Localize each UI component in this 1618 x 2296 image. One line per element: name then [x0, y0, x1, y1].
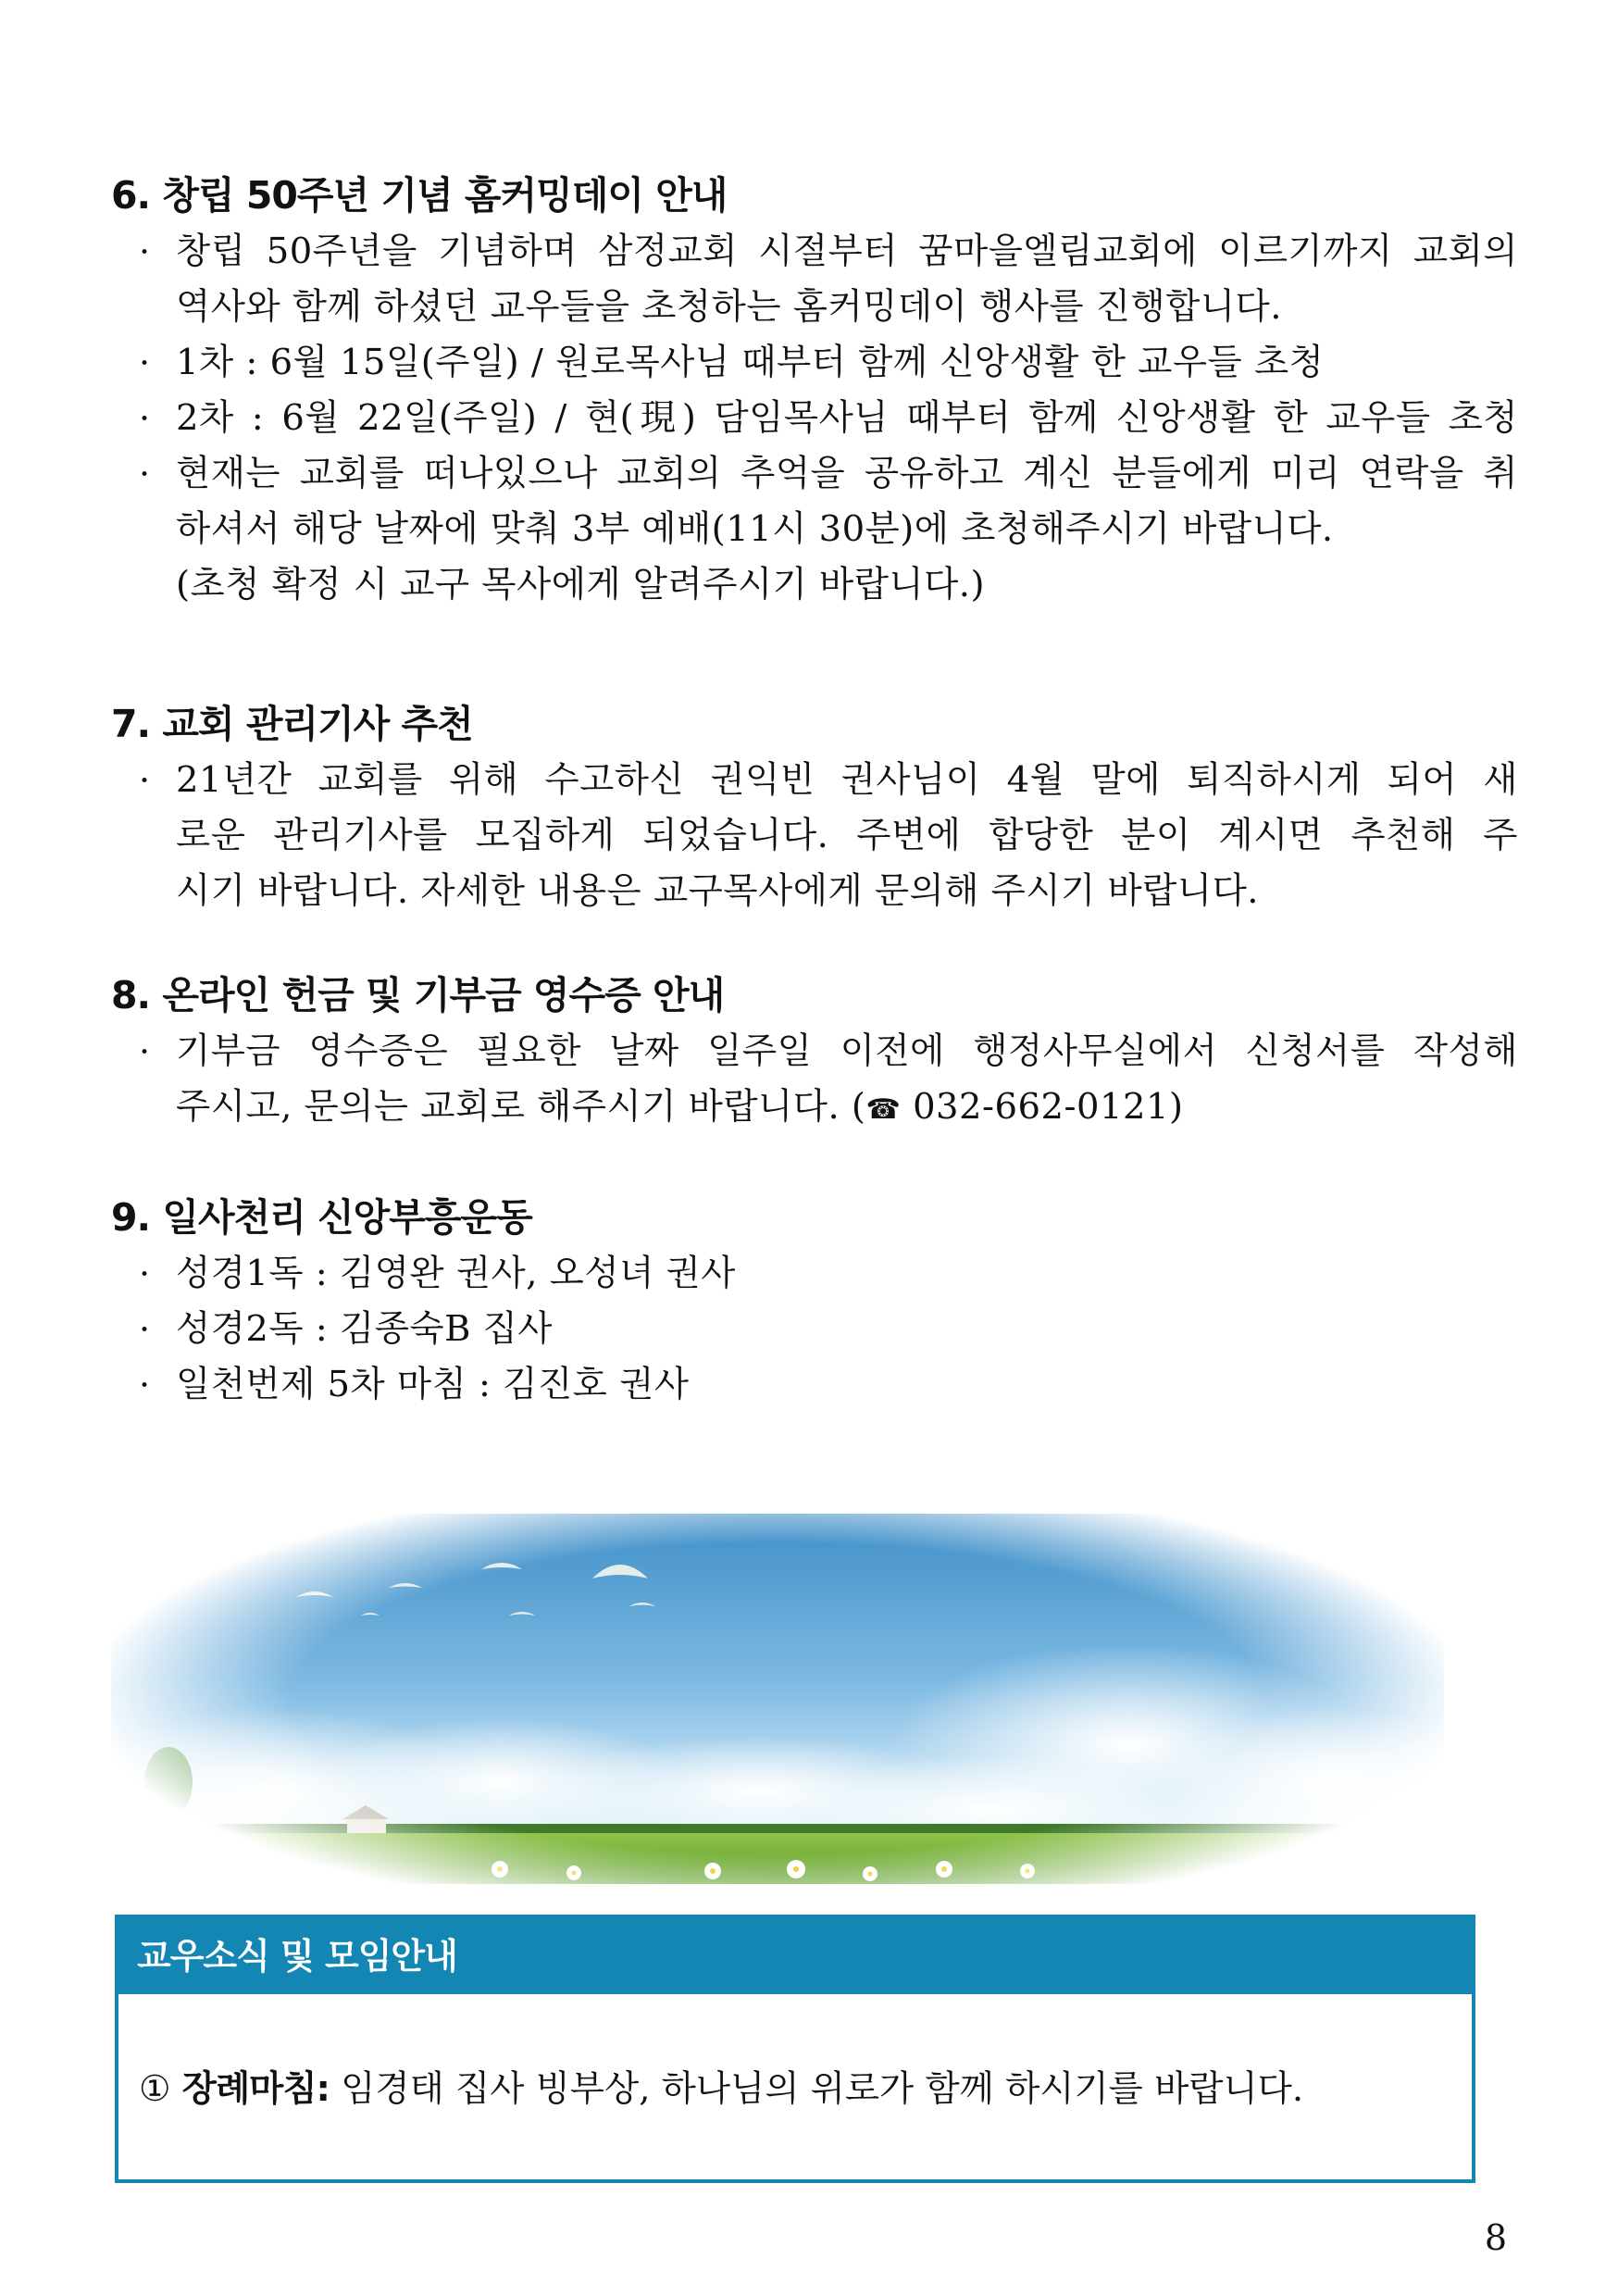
section-caretaker	[111, 701, 1518, 919]
section-heading: 6. 창립 50주년 기념 홈커밍데이 안내	[111, 173, 728, 218]
bullet: ·	[139, 231, 151, 272]
list-item	[111, 1024, 1518, 1138]
section-heading: 9. 일사천리 신앙부흥운동	[111, 1195, 532, 1240]
item-line: 성경1독 : 김영완 권사, 오성녀 권사	[176, 1253, 736, 1294]
bullet: ·	[139, 1254, 151, 1294]
bullet: ·	[139, 1031, 151, 1072]
item-line	[176, 1079, 1518, 1138]
page-number: 8	[1484, 2217, 1507, 2258]
bullet: ·	[139, 1365, 151, 1405]
notice-number: ①	[139, 2068, 171, 2110]
item-line: 기부금 영수증은 필요한 날짜 일주일 이전에 행정사무실에서 신청서를 작성해	[176, 1030, 1518, 1072]
list-item	[111, 335, 1518, 391]
bullet: ·	[139, 760, 151, 801]
bullet: ·	[139, 398, 151, 439]
item-line-text: 주시고, 문의는 교회로 해주시기 바랍니다. (	[176, 1086, 866, 1128]
bullet: ·	[139, 454, 151, 494]
section-donation-receipt	[111, 972, 1518, 1138]
section-homecoming	[111, 172, 1518, 613]
list-item	[111, 1246, 1518, 1302]
item-line: 성경2독 : 김종숙B 집사	[176, 1308, 554, 1350]
item-line: 하셔서 해당 날짜에 맞춰 3부 예배(11시 30분)에 초청해주시기 바랍니다.	[176, 508, 1334, 550]
item-line: 로운 관리기사를 모집하게 되었습니다. 주변에 합당한 분이 계시면 추천해 주	[176, 815, 1518, 856]
bullet: ·	[139, 343, 151, 383]
item-line: (초청 확정 시 교구 목사에게 알려주시기 바랍니다.)	[176, 564, 986, 605]
member-news-box	[115, 1915, 1475, 2183]
item-line: 현재는 교회를 떠나있으나 교회의 추억을 공유하고 계신 분들에게 미리 연락을 취	[176, 453, 1518, 494]
bullet: ·	[139, 1309, 151, 1350]
phone-number: 032-662-0121	[913, 1086, 1170, 1128]
item-line: 역사와 함께 하셨던 교우들을 초청하는 홈커밍데이 행사를 진행합니다.	[176, 286, 1282, 328]
phone-icon: ☎	[865, 1093, 902, 1126]
list-item	[111, 224, 1518, 335]
item-line: 1차 : 6월 15일(주일) / 원로목사님 때부터 함께 신앙생활 한 교우들 초청	[176, 342, 1325, 383]
list-item	[111, 1302, 1518, 1357]
landscape-banner-image	[111, 1514, 1444, 1884]
notice-item	[139, 2066, 1303, 2113]
list-item	[111, 1357, 1518, 1413]
list-item	[111, 446, 1518, 613]
notice-label: 장례마침:	[181, 2068, 330, 2110]
list-item	[111, 753, 1518, 919]
section-heading: 7. 교회 관리기사 추천	[111, 702, 473, 746]
item-line: 시기 바랍니다. 자세한 내용은 교구목사에게 문의해 주시기 바랍니다.	[176, 870, 1259, 912]
item-line: 2차 : 6월 22일(주일) / 현(現) 담임목사님 때부터 함께 신앙생활 한 교우들 초청	[176, 397, 1518, 439]
notice-text: 임경태 집사 빙부상, 하나님의 위로가 함께 하시기를 바랍니다.	[341, 2068, 1304, 2110]
item-line: 일천번제 5차 마침 : 김진호 권사	[176, 1364, 690, 1405]
section-heading: 8. 온라인 헌금 및 기부금 영수증 안내	[111, 973, 725, 1017]
phone-suffix: )	[1169, 1086, 1184, 1128]
notice-title: 교우소식 및 모임안내	[118, 1918, 1472, 1994]
item-line: 21년간 교회를 위해 수고하신 권익빈 권사님이 4월 말에 퇴직하시게 되어 새	[176, 759, 1518, 801]
item-line: 창립 50주년을 기념하며 삼정교회 시절부터 꿈마을엘림교회에 이르기까지 교회의	[176, 231, 1518, 272]
list-item	[111, 391, 1518, 446]
section-revival	[111, 1194, 1518, 1413]
